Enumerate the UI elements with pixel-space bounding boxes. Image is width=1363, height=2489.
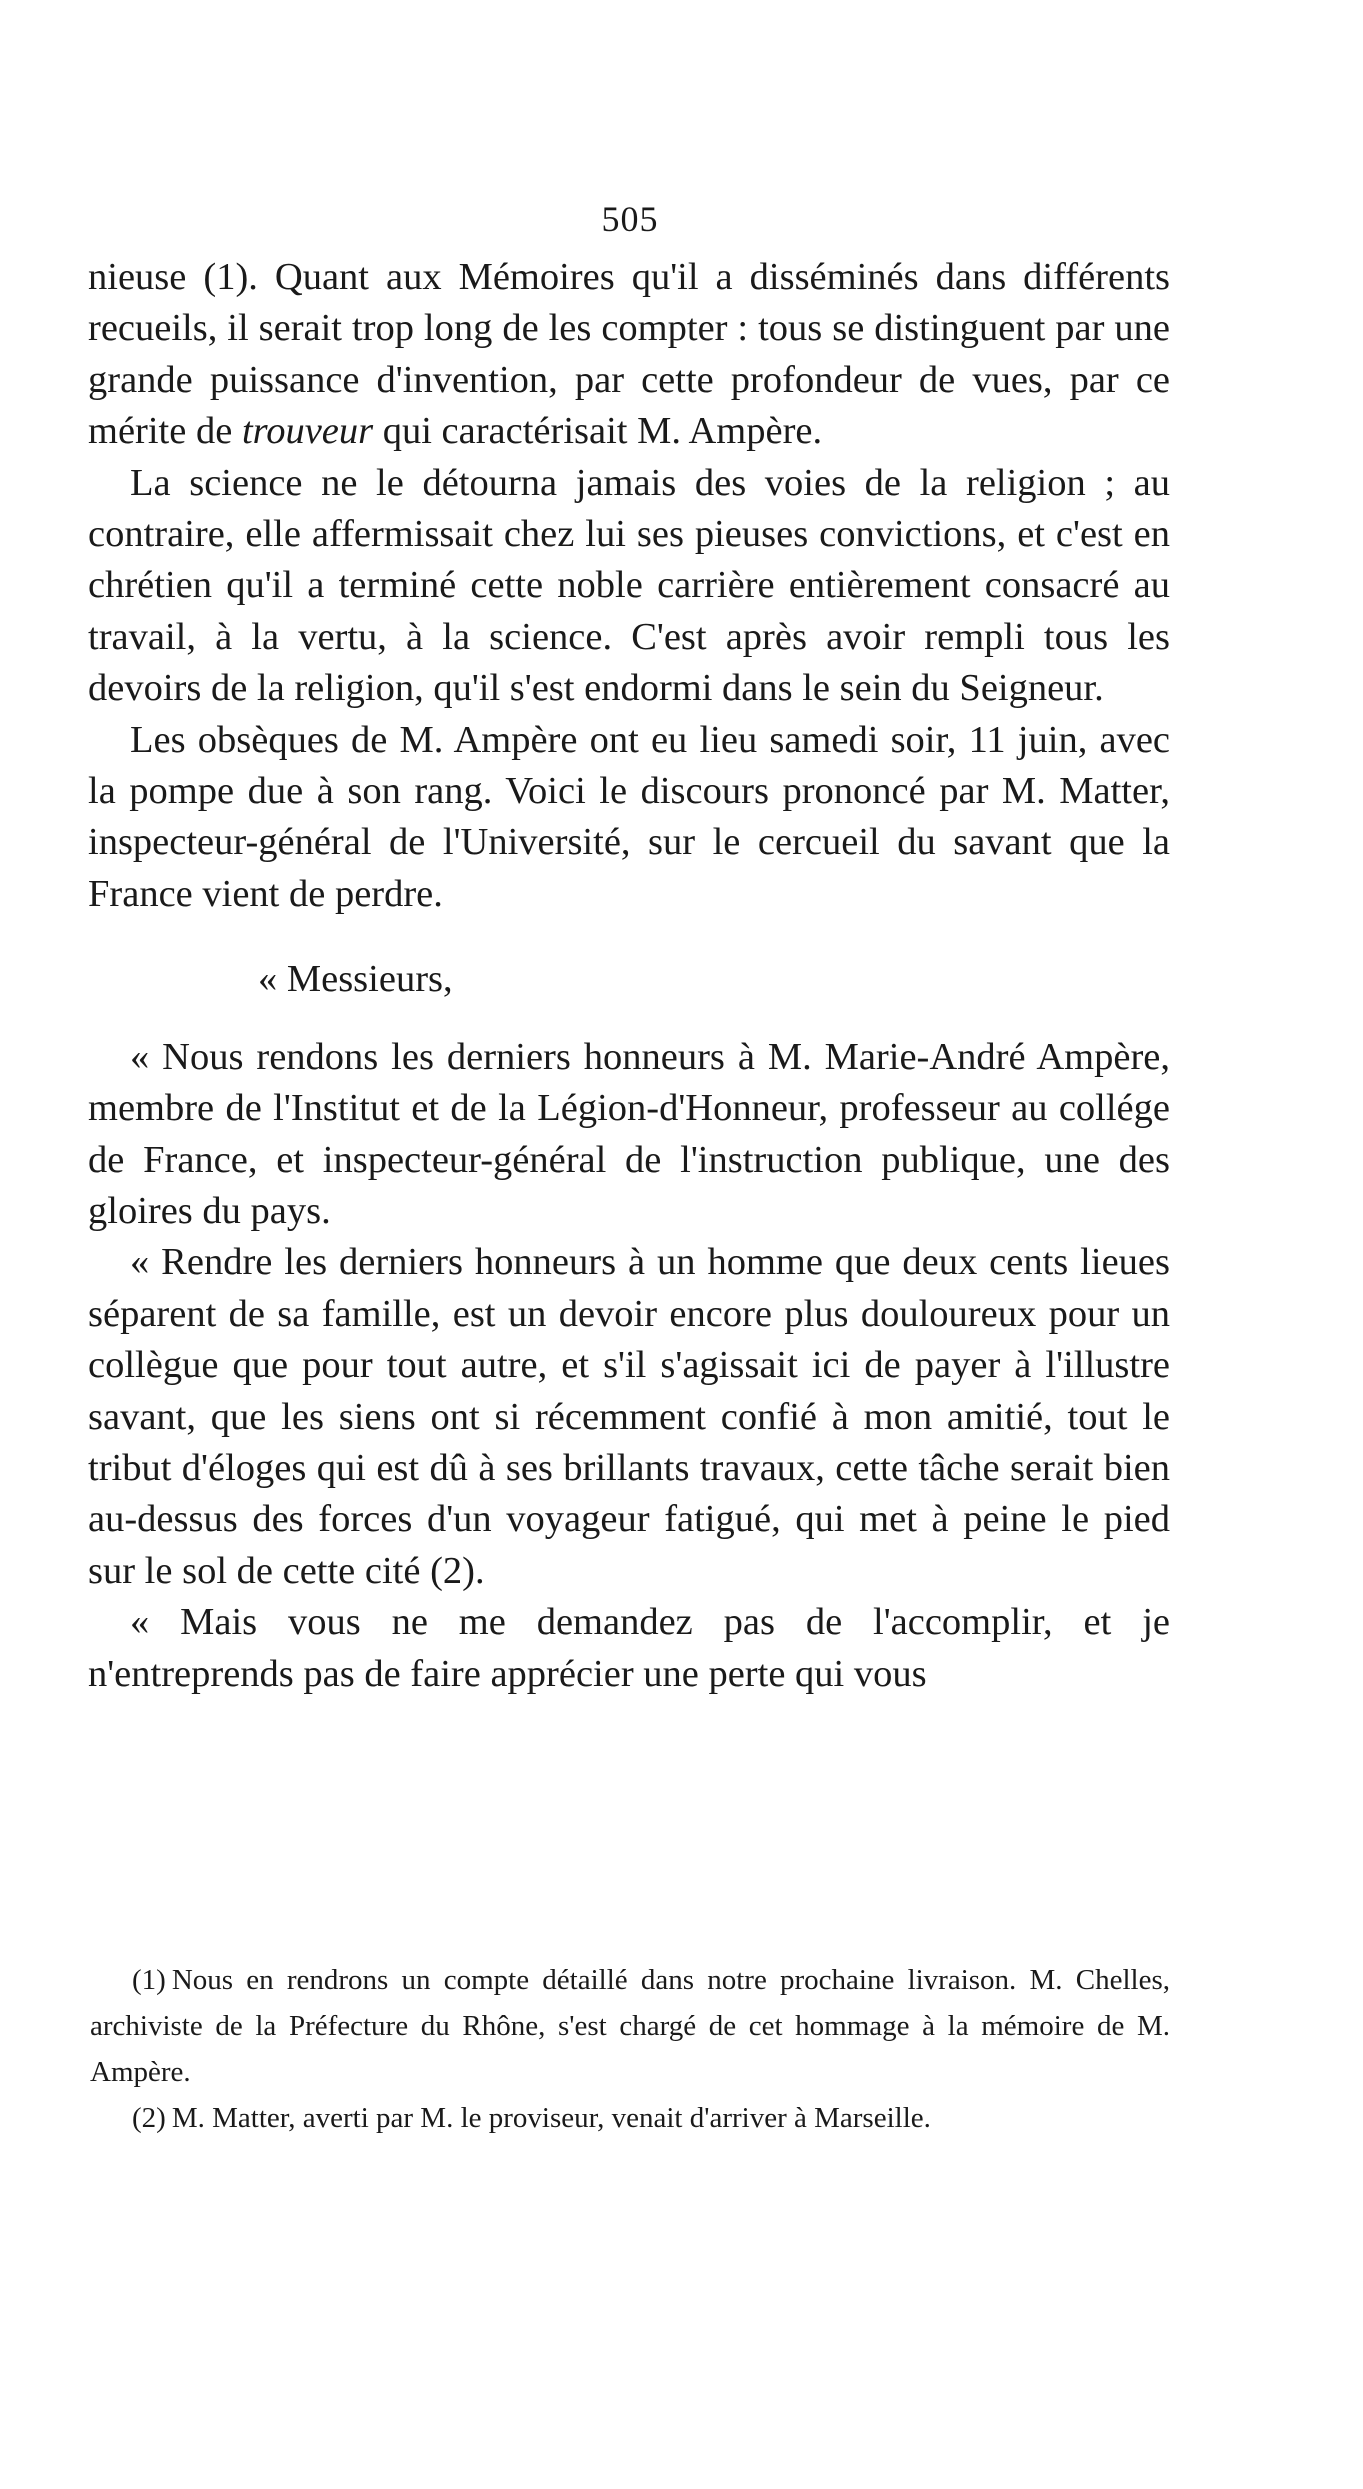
speech-paragraph-3: « Mais vous ne me demandez pas de l'accomplir, et je n'entreprends pas de faire apprécier une perte qui vous [88,1601,1170,1695]
speech-paragraph-2: « Rendre les derniers honneurs à un homme que deux cents lieues séparent de sa famille, est un devoir encore plus douloureux pour un collègue que pour tout autre, et s'il s'agissait ici de payer à l'illustre savant, que les siens ont si récemment confié à mon amitié, tout le tribut d'éloges qui est dû à ses brillants travaux, cette tâche serait bien au-dessus des forces d'un voyageur fatigué, qui met à peine le pied sur le sol de cette cité (2). [88,1241,1170,1592]
text-run: qui caractérisait M. Ampère. [373,410,823,453]
paragraph-obseques: Les obsèques de M. Ampère ont eu lieu samedi soir, 11 juin, avec la pompe due à son rang. Voici le discours prononcé par M. Matter, inspecteur-général de l'Université, sur le cercueil du savant que la France vient de perdre. [88,718,1170,915]
speech-salutation: « Messieurs, [258,958,453,1001]
footnote-mark: (1) [132,1964,166,1996]
italic-term: trouveur [241,410,374,453]
footnote-2 [90,2095,1170,2141]
speech-paragraph-1: « Nous rendons les derniers honneurs à M. Marie-André Ampère, membre de l'Institut et de la Légion-d'Honneur, professeur au collége de France, et inspecteur-général de l'instruction publique, une des gloires du pays. [88,1035,1170,1232]
text-run: nieuse [88,256,204,298]
footnote-text: M. Matter, averti par M. le proviseur, venait d'arriver à Marseille. [171,2102,931,2134]
footnote-text: Nous en rendrons un compte détaillé dans notre prochaine livraison. M. Chelles, archiviste de la Préfecture du Rhône, s'est chargé de cet hommage à la mémoire de M. Ampère. [90,1964,1170,2088]
body-text [88,252,1170,1700]
text-run: . Quant aux Mémoires qu'il a disséminés dans différents recueils, il serait trop long de les compter : tous se distinguent par une grande puissance d'invention, par cette profondeur de vues, par ce mérite de [88,256,1171,453]
footnote-mark: (2) [132,2102,166,2134]
page-number: 505 [601,199,659,239]
paragraph-continuation [88,252,1170,458]
footnote-1 [90,1957,1170,2095]
paragraph-religion: La science ne le détourna jamais des voies de la religion ; au contraire, elle affermissait chez lui ses pieuses convictions, et c'est en chrétien qu'il a terminé cette noble carrière entièrement consacré au travail, à la vertu, à la science. C'est après avoir rempli tous les devoirs de la religion, qu'il s'est endormi dans le sein du Seigneur. [88,461,1170,710]
footnotes [90,1957,1170,2141]
footnote-reference: (1) [203,256,249,298]
